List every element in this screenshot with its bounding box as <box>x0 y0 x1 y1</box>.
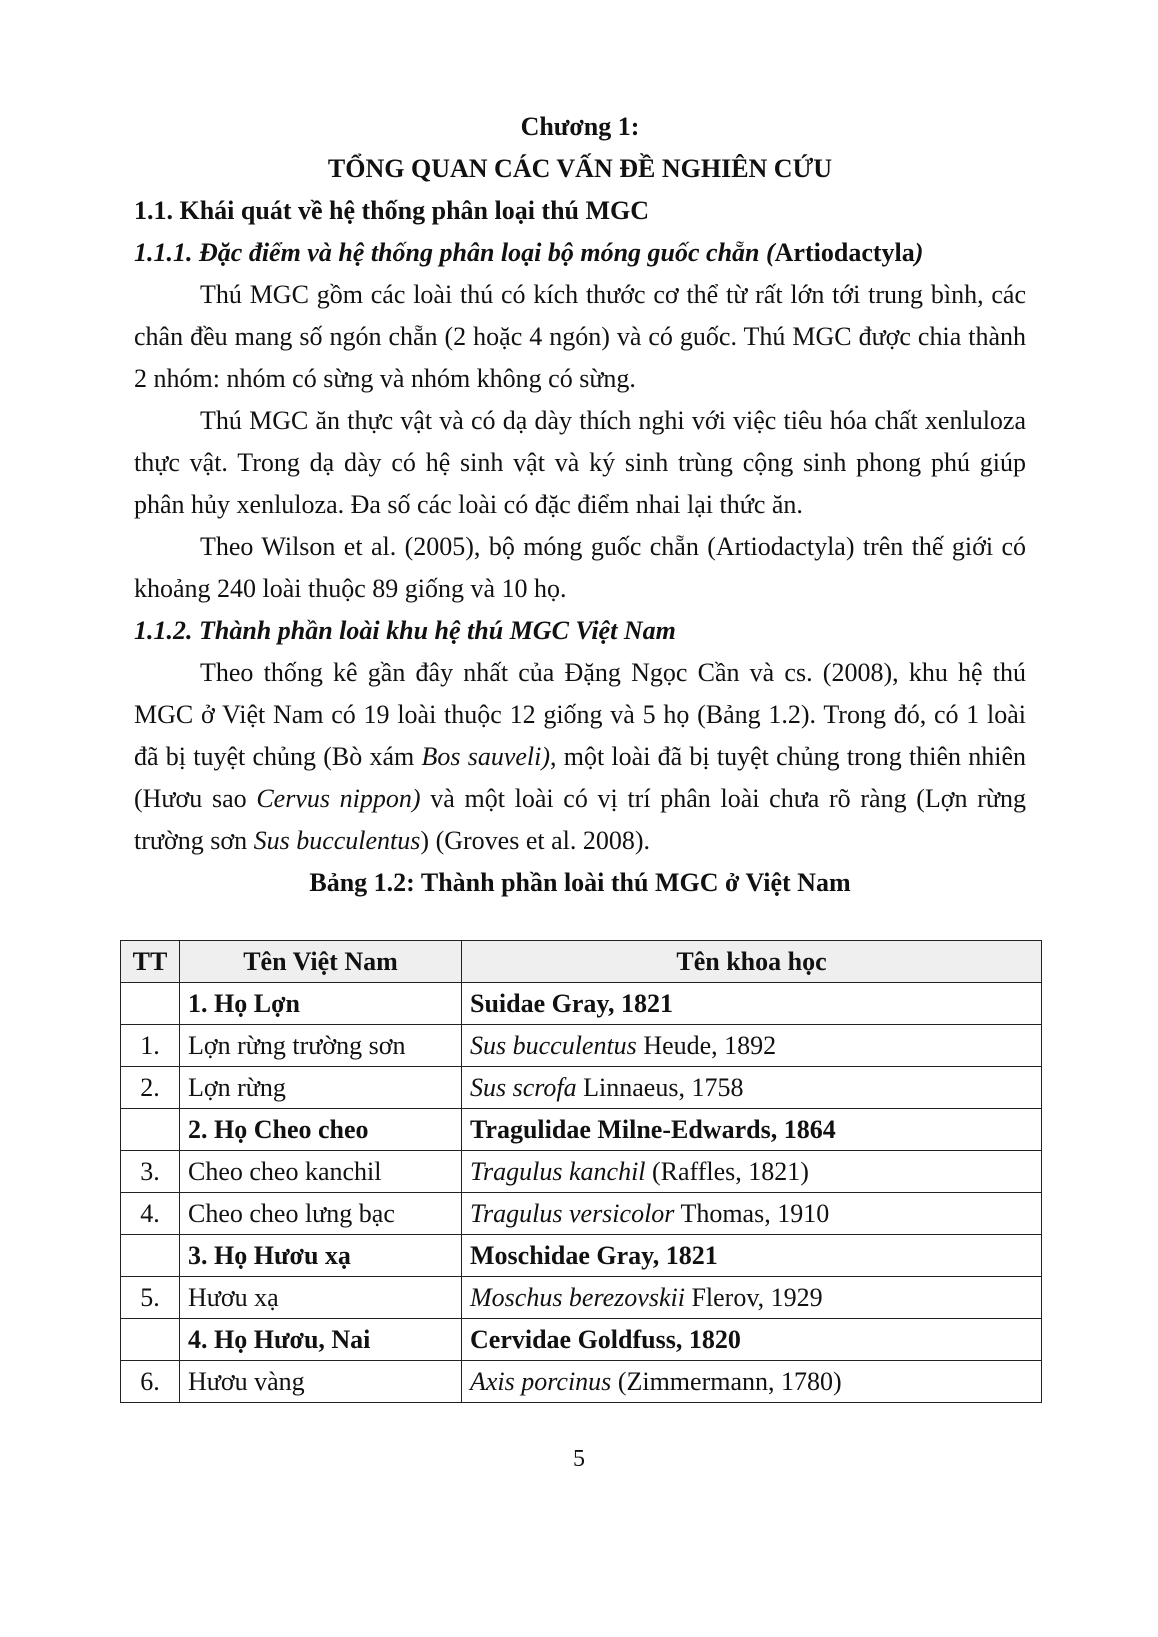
paragraph-species-composition <box>134 652 1026 862</box>
section-1-1-1-heading-close: ) <box>914 238 924 267</box>
cell-tt: 5. <box>121 1277 180 1319</box>
chapter-title: TỔNG QUAN CÁC VẤN ĐỀ NGHIÊN CỨU <box>327 154 833 183</box>
table-row <box>121 1193 1042 1235</box>
table-row <box>121 1025 1042 1067</box>
table-row <box>121 1235 1042 1277</box>
sci-italic: Tragulus kanchil <box>470 1156 646 1186</box>
cell-tt: 3. <box>121 1151 180 1193</box>
cell-scientific-name <box>462 1067 1042 1109</box>
page-content <box>134 106 1026 904</box>
species-text-e: và một loài có vị trí phân loài chưa rõ ràng (Lợn rừng trường sơn <box>134 784 1026 855</box>
species-table <box>120 940 1042 1403</box>
cell-vietnamese-name: Cheo cheo kanchil <box>180 1151 462 1193</box>
header-vietnamese-name: Tên Việt Nam <box>180 941 462 983</box>
section-1-1-2-heading: 1.1.2. Thành phần loài khu hệ thú MGC Việt Nam <box>134 616 676 645</box>
cell-tt: 2. <box>121 1067 180 1109</box>
paragraph-mgc-diet: Thú MGC ăn thực vật và có dạ dày thích nghi với việc tiêu hóa chất xenluloza thực vật. Trong dạ dày có hệ sinh vật và ký sinh trùng cộng sinh phong phú giúp phân hủy xenluloza. Đa số các loài có đặc điểm nhai lại thức ăn. <box>134 406 1026 519</box>
table-row <box>121 1067 1042 1109</box>
cell-scientific-name <box>462 1193 1042 1235</box>
sci-rest: Moschidae Gray, 1821 <box>470 1240 718 1270</box>
section-1-1-1-heading-italic: 1.1.1. Đặc điểm và hệ thống phân loại bộ móng guốc chẵn ( <box>134 238 775 267</box>
cell-scientific-name <box>462 1109 1042 1151</box>
paragraph-mgc-description: Thú MGC gồm các loài thú có kích thước cơ thể từ rất lớn tới trung bình, các chân đều mang số ngón chẵn (2 hoặc 4 ngón) và có guốc. Thú MGC được chia thành 2 nhóm: nhóm có sừng và nhóm không có sừng. <box>134 280 1026 393</box>
species-italic-cervus: Cervus nippon) <box>256 784 421 813</box>
cell-tt <box>121 983 180 1025</box>
sci-rest: Thomas, 1910 <box>674 1198 830 1228</box>
cell-vietnamese-name: Lợn rừng <box>180 1067 462 1109</box>
sci-rest: (Raffles, 1821) <box>645 1156 809 1186</box>
cell-vietnamese-name: Cheo cheo lưng bạc <box>180 1193 462 1235</box>
table-header-row <box>121 941 1042 983</box>
cell-scientific-name <box>462 1361 1042 1403</box>
species-text-a: Theo thống kê gần đây nhất của Đặng Ngọc Cần và cs. (2008), khu hệ thú MGC ở Việt Nam có 19 loài thuộc 12 giống và 5 họ (Bảng 1.2). Trong đó, có 1 loài đã bị tuyệt chủng (Bò xám <box>134 658 1026 771</box>
cell-vietnamese-name: Lợn rừng trường sơn <box>180 1025 462 1067</box>
cell-tt: 1. <box>121 1025 180 1067</box>
cell-vietnamese-name: 4. Họ Hươu, Nai <box>180 1319 462 1361</box>
cell-vietnamese-name: 2. Họ Cheo cheo <box>180 1109 462 1151</box>
cell-vietnamese-name: 1. Họ Lợn <box>180 983 462 1025</box>
sci-rest: Linnaeus, 1758 <box>576 1072 744 1102</box>
sci-rest: Tragulidae Milne-Edwards, 1864 <box>470 1114 836 1144</box>
table-row <box>121 1319 1042 1361</box>
table-row <box>121 1277 1042 1319</box>
sci-rest: Cervidae Goldfuss, 1820 <box>470 1324 741 1354</box>
cell-vietnamese-name: Hươu xạ <box>180 1277 462 1319</box>
cell-scientific-name <box>462 983 1042 1025</box>
table-caption: Bảng 1.2: Thành phần loài thú MGC ở Việt Nam <box>309 868 851 897</box>
sci-rest: (Zimmermann, 1780) <box>611 1366 842 1396</box>
sci-italic: Tragulus versicolor <box>470 1198 675 1228</box>
section-1-1-heading: 1.1. Khái quát về hệ thống phân loại thú MGC <box>134 196 650 225</box>
table-row <box>121 1109 1042 1151</box>
cell-vietnamese-name: Hươu vàng <box>180 1361 462 1403</box>
species-italic-bos: Bos sauveli) <box>421 742 551 771</box>
sci-rest: Suidae Gray, 1821 <box>470 988 673 1018</box>
table-row <box>121 1151 1042 1193</box>
cell-scientific-name <box>462 1025 1042 1067</box>
cell-tt: 6. <box>121 1361 180 1403</box>
cell-vietnamese-name: 3. Họ Hươu xạ <box>180 1235 462 1277</box>
species-text-g: ) (Groves et al. 2008). <box>420 826 651 855</box>
sci-italic: Axis porcinus <box>470 1366 612 1396</box>
section-1-1-1-heading-upright: Artiodactyla <box>774 238 915 267</box>
sci-italic: Moschus berezovskii <box>470 1282 685 1312</box>
header-tt: TT <box>121 941 180 983</box>
table-row <box>121 983 1042 1025</box>
cell-tt <box>121 1319 180 1361</box>
sci-rest: Flerov, 1929 <box>684 1282 823 1312</box>
paragraph-wilson: Theo Wilson et al. (2005), bộ móng guốc chẵn (Artiodactyla) trên thế giới có khoảng 240 loài thuộc 89 giống và 10 họ. <box>134 532 1026 603</box>
chapter-label: Chương 1: <box>520 112 640 141</box>
cell-tt: 4. <box>121 1193 180 1235</box>
header-scientific-name: Tên khoa học <box>462 941 1042 983</box>
sci-rest: Heude, 1892 <box>636 1030 777 1060</box>
sci-italic: Sus scrofa <box>470 1072 577 1102</box>
cell-tt <box>121 1235 180 1277</box>
cell-tt <box>121 1109 180 1151</box>
cell-scientific-name <box>462 1319 1042 1361</box>
species-italic-sus: Sus bucculentus <box>253 826 421 855</box>
cell-scientific-name <box>462 1277 1042 1319</box>
page-number: 5 <box>573 1446 585 1472</box>
table-row <box>121 1361 1042 1403</box>
cell-scientific-name <box>462 1235 1042 1277</box>
sci-italic: Sus bucculentus <box>470 1030 637 1060</box>
cell-scientific-name <box>462 1151 1042 1193</box>
species-text-c: , một loài đã bị tuyệt chủng trong thiên nhiên (Hươu sao <box>134 742 1026 813</box>
section-1-1-1-heading <box>134 232 1026 274</box>
